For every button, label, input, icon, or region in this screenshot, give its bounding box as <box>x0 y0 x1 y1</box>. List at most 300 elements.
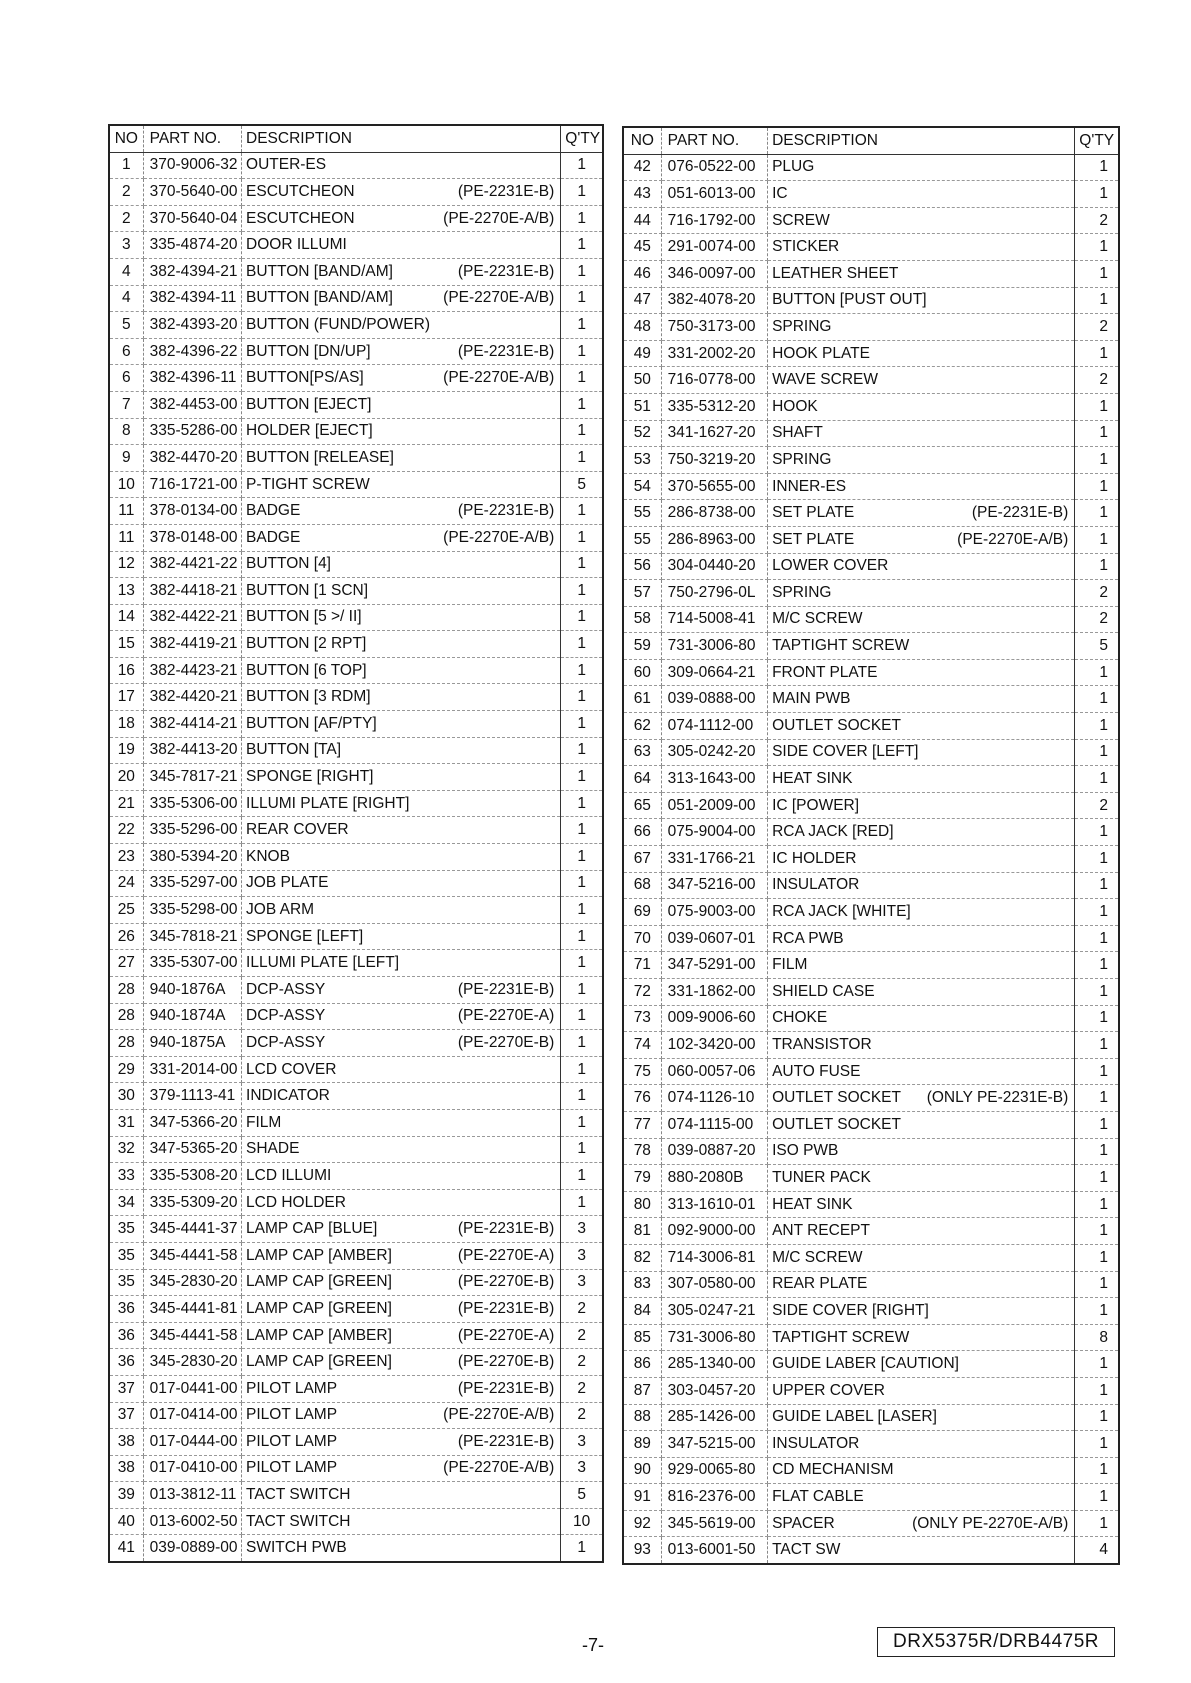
description: SWITCH PWB <box>246 1539 347 1557</box>
description: OUTLET SOCKET <box>772 716 901 734</box>
description: LCD ILLUMI <box>246 1166 332 1184</box>
table-row <box>623 1298 1119 1325</box>
item-no: 36 <box>109 1349 143 1376</box>
quantity: 1 <box>1075 1191 1119 1218</box>
item-no: 20 <box>109 764 143 791</box>
model-note: (PE-2270E-A) <box>457 1007 555 1025</box>
table-row <box>109 1030 603 1057</box>
part-number: 382-4453-00 <box>143 391 241 418</box>
table-row <box>109 1349 603 1376</box>
part-number: 347-5215-00 <box>661 1431 767 1458</box>
description: INSULATOR <box>772 876 860 894</box>
model-note <box>1068 371 1070 389</box>
description-cell <box>768 1510 1075 1537</box>
table-row <box>623 925 1119 952</box>
item-no: 84 <box>623 1298 661 1325</box>
table-row <box>109 1322 603 1349</box>
quantity: 1 <box>561 1163 603 1190</box>
table-row <box>623 792 1119 819</box>
model-note <box>1068 1169 1070 1187</box>
part-number: 382-4421-22 <box>143 551 241 578</box>
description-cell <box>768 207 1075 234</box>
part-number: 345-4441-58 <box>143 1322 241 1349</box>
description-cell <box>768 1431 1075 1458</box>
part-number: 039-0888-00 <box>661 686 767 713</box>
model-note <box>554 901 556 919</box>
quantity: 1 <box>561 657 603 684</box>
item-no: 60 <box>623 659 661 686</box>
model-note <box>554 848 556 866</box>
part-number: 286-8738-00 <box>661 500 767 527</box>
description-cell <box>768 846 1075 873</box>
model-note <box>1068 1302 1070 1320</box>
description-cell <box>768 952 1075 979</box>
model-note <box>1068 1408 1070 1426</box>
table-row <box>623 1510 1119 1537</box>
table-row <box>623 1244 1119 1271</box>
part-number: 378-0148-00 <box>143 524 241 551</box>
model-note <box>554 1061 556 1079</box>
model-note <box>1068 1435 1070 1453</box>
item-no: 2 <box>109 205 143 232</box>
part-number: 370-9006-32 <box>143 152 241 179</box>
quantity: 2 <box>561 1349 603 1376</box>
model-note <box>1068 1355 1070 1373</box>
model-note: (PE-2270E-A/B) <box>957 530 1069 548</box>
table-row <box>623 207 1119 234</box>
model-note <box>554 1167 556 1185</box>
model-note: (PE-2231E-B) <box>457 1299 555 1317</box>
table-row <box>109 391 603 418</box>
part-number: 382-4418-21 <box>143 578 241 605</box>
item-no: 39 <box>109 1482 143 1509</box>
quantity: 1 <box>561 1109 603 1136</box>
item-no: 91 <box>623 1484 661 1511</box>
description-cell <box>768 580 1075 607</box>
part-number: 013-3812-11 <box>143 1482 241 1509</box>
model-note <box>1068 1142 1070 1160</box>
part-number: 716-1792-00 <box>661 207 767 234</box>
table-row <box>109 631 603 658</box>
quantity: 8 <box>1075 1324 1119 1351</box>
item-no: 48 <box>623 314 661 341</box>
description-cell <box>242 205 561 232</box>
description: M/C SCREW <box>772 610 863 628</box>
description-cell <box>768 260 1075 287</box>
item-no: 51 <box>623 393 661 420</box>
description-cell <box>242 1242 561 1269</box>
description: INDICATOR <box>246 1087 330 1105</box>
quantity: 1 <box>1075 846 1119 873</box>
description-cell <box>242 950 561 977</box>
description-cell <box>768 1324 1075 1351</box>
part-number: 309-0664-21 <box>661 659 767 686</box>
description-cell <box>768 606 1075 633</box>
description: FRONT PLATE <box>772 663 878 681</box>
table-row <box>109 1216 603 1243</box>
part-number: 382-4413-20 <box>143 737 241 764</box>
part-number: 345-5619-00 <box>661 1510 767 1537</box>
model-note <box>1068 797 1070 815</box>
description: IC <box>772 184 788 202</box>
quantity: 1 <box>1075 1298 1119 1325</box>
model-note <box>1068 823 1070 841</box>
description-cell <box>242 524 561 551</box>
model-note: (PE-2231E-B) <box>457 262 555 280</box>
description-cell <box>768 872 1075 899</box>
quantity: 1 <box>1075 447 1119 474</box>
model-note <box>1068 451 1070 469</box>
model-note <box>1068 983 1070 1001</box>
table-row <box>109 950 603 977</box>
table-row <box>623 1484 1119 1511</box>
description: GUIDE LABER [CAUTION] <box>772 1355 959 1373</box>
quantity: 1 <box>561 711 603 738</box>
part-number: 370-5640-00 <box>143 179 241 206</box>
table-row <box>109 338 603 365</box>
model-number-box: DRX5375R/DRB4475R <box>877 1627 1115 1657</box>
model-note: (PE-2270E-B) <box>457 1033 555 1051</box>
item-no: 61 <box>623 686 661 713</box>
item-no: 87 <box>623 1377 661 1404</box>
item-no: 7 <box>109 391 143 418</box>
description-cell <box>768 287 1075 314</box>
model-note <box>1068 291 1070 309</box>
description-cell <box>242 285 561 312</box>
description-cell <box>242 1216 561 1243</box>
part-number: 750-3219-20 <box>661 447 767 474</box>
description: FLAT CABLE <box>772 1488 864 1506</box>
description-cell <box>242 684 561 711</box>
table-row <box>109 711 603 738</box>
part-number: 929-0065-80 <box>661 1457 767 1484</box>
part-number: 335-5309-20 <box>143 1189 241 1216</box>
quantity: 1 <box>1075 979 1119 1006</box>
part-number: 331-2014-00 <box>143 1056 241 1083</box>
quantity: 1 <box>1075 234 1119 261</box>
table-row <box>109 1109 603 1136</box>
part-number: 335-5298-00 <box>143 897 241 924</box>
part-number: 075-9004-00 <box>661 819 767 846</box>
description: AUTO FUSE <box>772 1062 861 1080</box>
part-number: 017-0441-00 <box>143 1375 241 1402</box>
part-number: 009-9006-60 <box>661 1005 767 1032</box>
quantity: 2 <box>1075 314 1119 341</box>
description: BUTTON [2 RPT] <box>246 635 367 653</box>
quantity: 1 <box>1075 872 1119 899</box>
quantity: 2 <box>1075 580 1119 607</box>
table-row <box>623 181 1119 208</box>
quantity: 2 <box>1075 606 1119 633</box>
table-row <box>109 312 603 339</box>
item-no: 77 <box>623 1111 661 1138</box>
table-header-row <box>109 125 603 152</box>
description: KNOB <box>246 847 290 865</box>
quantity: 1 <box>561 923 603 950</box>
part-number: 017-0414-00 <box>143 1402 241 1429</box>
description: BUTTON [AF/PTY] <box>246 714 377 732</box>
quantity: 1 <box>561 365 603 392</box>
description: MAIN PWB <box>772 690 851 708</box>
quantity: 1 <box>1075 181 1119 208</box>
quantity: 1 <box>561 578 603 605</box>
part-number: 382-4414-21 <box>143 711 241 738</box>
model-note: (PE-2270E-A/B) <box>443 1459 555 1477</box>
item-no: 78 <box>623 1138 661 1165</box>
model-note <box>554 662 556 680</box>
model-note <box>1068 1329 1070 1347</box>
model-note <box>554 582 556 600</box>
description-cell <box>768 1537 1075 1564</box>
model-note <box>1068 876 1070 894</box>
description-cell <box>242 764 561 791</box>
description-cell <box>768 1191 1075 1218</box>
item-no: 54 <box>623 473 661 500</box>
table-row <box>109 1508 603 1535</box>
item-no: 72 <box>623 979 661 1006</box>
description-cell <box>768 1404 1075 1431</box>
part-number: 380-5394-20 <box>143 844 241 871</box>
part-number: 335-5308-20 <box>143 1163 241 1190</box>
table-row <box>109 1269 603 1296</box>
description: PILOT LAMP <box>246 1379 338 1397</box>
item-no: 30 <box>109 1083 143 1110</box>
description: STICKER <box>772 238 840 256</box>
description-cell <box>242 844 561 871</box>
item-no: 74 <box>623 1032 661 1059</box>
table-row <box>623 393 1119 420</box>
item-no: 28 <box>109 1003 143 1030</box>
header-part-no: PART NO. <box>143 125 241 152</box>
table-row <box>109 1375 603 1402</box>
item-no: 85 <box>623 1324 661 1351</box>
description: SPONGE [LEFT] <box>246 927 364 945</box>
description-cell <box>768 1058 1075 1085</box>
description-cell <box>768 526 1075 553</box>
description: BUTTON [1 SCN] <box>246 581 369 599</box>
description: SPONGE [RIGHT] <box>246 768 374 786</box>
model-note: (PE-2231E-B) <box>457 342 555 360</box>
item-no: 18 <box>109 711 143 738</box>
model-note: (PE-2231E-B) <box>457 182 555 200</box>
table-header-row <box>623 127 1119 154</box>
table-row <box>623 979 1119 1006</box>
item-no: 66 <box>623 819 661 846</box>
description: SIDE COVER [LEFT] <box>772 743 919 761</box>
item-no: 22 <box>109 817 143 844</box>
description: HEAT SINK <box>772 770 853 788</box>
quantity: 2 <box>561 1322 603 1349</box>
quantity: 1 <box>561 1189 603 1216</box>
quantity: 1 <box>561 232 603 259</box>
item-no: 63 <box>623 739 661 766</box>
quantity: 1 <box>1075 1058 1119 1085</box>
description-cell <box>768 154 1075 181</box>
model-note <box>1068 1063 1070 1081</box>
description: LCD HOLDER <box>246 1193 346 1211</box>
description: PILOT LAMP <box>246 1459 338 1477</box>
quantity: 1 <box>561 418 603 445</box>
model-note <box>1068 1382 1070 1400</box>
description: DCP-ASSY <box>246 1033 326 1051</box>
description-cell <box>768 1111 1075 1138</box>
quantity: 1 <box>1075 1005 1119 1032</box>
item-no: 17 <box>109 684 143 711</box>
item-no: 70 <box>623 925 661 952</box>
description-cell <box>768 1457 1075 1484</box>
part-number: 335-5297-00 <box>143 870 241 897</box>
model-note <box>554 396 556 414</box>
item-no: 64 <box>623 766 661 793</box>
part-number: 060-0057-06 <box>661 1058 767 1085</box>
quantity: 1 <box>1075 659 1119 686</box>
table-row <box>623 553 1119 580</box>
description-cell <box>242 471 561 498</box>
description-cell <box>242 578 561 605</box>
item-no: 42 <box>623 154 661 181</box>
table-row <box>623 713 1119 740</box>
quantity: 1 <box>1075 1111 1119 1138</box>
model-note <box>1068 1116 1070 1134</box>
item-no: 86 <box>623 1351 661 1378</box>
description: PILOT LAMP <box>246 1406 338 1424</box>
description-cell <box>242 1402 561 1429</box>
item-no: 65 <box>623 792 661 819</box>
description-cell <box>242 1535 561 1562</box>
quantity: 10 <box>561 1508 603 1535</box>
part-number: 039-0607-01 <box>661 925 767 952</box>
item-no: 83 <box>623 1271 661 1298</box>
table-row <box>623 420 1119 447</box>
item-no: 40 <box>109 1508 143 1535</box>
table-row <box>109 471 603 498</box>
table-row <box>109 285 603 312</box>
item-no: 68 <box>623 872 661 899</box>
item-no: 52 <box>623 420 661 447</box>
table-row <box>109 179 603 206</box>
description: SHAFT <box>772 424 823 442</box>
table-row <box>623 580 1119 607</box>
item-no: 37 <box>109 1402 143 1429</box>
model-note <box>554 928 556 946</box>
item-no: 21 <box>109 790 143 817</box>
description-cell <box>242 1083 561 1110</box>
table-row <box>109 524 603 551</box>
part-number: 378-0134-00 <box>143 498 241 525</box>
quantity: 1 <box>561 551 603 578</box>
item-no: 1 <box>109 152 143 179</box>
model-note <box>1068 158 1070 176</box>
quantity: 1 <box>1075 1218 1119 1245</box>
table-row <box>109 1535 603 1562</box>
description: OUTER-ES <box>246 156 327 174</box>
part-number: 335-5312-20 <box>661 393 767 420</box>
model-note <box>554 715 556 733</box>
quantity: 1 <box>1075 766 1119 793</box>
description-cell <box>242 1482 561 1509</box>
model-note <box>1068 1541 1070 1559</box>
description: BUTTON [RELEASE] <box>246 448 394 466</box>
item-no: 89 <box>623 1431 661 1458</box>
description-cell <box>768 819 1075 846</box>
description: SIDE COVER [RIGHT] <box>772 1301 929 1319</box>
item-no: 14 <box>109 604 143 631</box>
quantity: 1 <box>561 445 603 472</box>
description-cell <box>768 1005 1075 1032</box>
quantity: 1 <box>1075 1085 1119 1112</box>
table-row <box>109 1003 603 1030</box>
model-note <box>1068 930 1070 948</box>
quantity: 1 <box>561 338 603 365</box>
table-row <box>623 1377 1119 1404</box>
model-note <box>554 874 556 892</box>
item-no: 37 <box>109 1375 143 1402</box>
description-cell <box>242 1322 561 1349</box>
quantity: 1 <box>561 631 603 658</box>
description: BUTTON (FUND/POWER) <box>246 315 430 333</box>
table-row <box>623 766 1119 793</box>
item-no: 9 <box>109 445 143 472</box>
description-cell <box>768 1377 1075 1404</box>
description-cell <box>768 340 1075 367</box>
description-cell <box>768 979 1075 1006</box>
description-cell <box>768 766 1075 793</box>
model-note: (ONLY PE-2231E-B) <box>926 1089 1069 1107</box>
quantity: 1 <box>1075 393 1119 420</box>
part-number: 716-0778-00 <box>661 367 767 394</box>
description: TRANSISTOR <box>772 1035 872 1053</box>
item-no: 62 <box>623 713 661 740</box>
quantity: 1 <box>561 817 603 844</box>
description: RCA JACK [RED] <box>772 823 894 841</box>
quantity: 2 <box>1075 792 1119 819</box>
table-row <box>623 819 1119 846</box>
description-cell <box>242 817 561 844</box>
description: BUTTON [BAND/AM] <box>246 262 393 280</box>
description-cell <box>242 1269 561 1296</box>
part-number: 382-4422-21 <box>143 604 241 631</box>
model-note <box>1068 478 1070 496</box>
item-no: 35 <box>109 1216 143 1243</box>
header-qty: Q'TY <box>561 125 603 152</box>
description: IC HOLDER <box>772 849 857 867</box>
part-number: 313-1643-00 <box>661 766 767 793</box>
description-cell <box>768 393 1075 420</box>
part-number: 382-4396-11 <box>143 365 241 392</box>
description: BUTTON [DN/UP] <box>246 342 371 360</box>
model-note <box>1068 557 1070 575</box>
description: LAMP CAP [AMBER] <box>246 1246 392 1264</box>
description-cell <box>242 1349 561 1376</box>
table-row <box>109 152 603 179</box>
item-no: 75 <box>623 1058 661 1085</box>
table-row <box>623 1457 1119 1484</box>
quantity: 3 <box>561 1429 603 1456</box>
table-row <box>623 1111 1119 1138</box>
table-row <box>109 1163 603 1190</box>
part-number: 039-0887-20 <box>661 1138 767 1165</box>
description-cell <box>768 713 1075 740</box>
table-row <box>109 764 603 791</box>
item-no: 57 <box>623 580 661 607</box>
description-cell <box>242 258 561 285</box>
description-cell <box>242 657 561 684</box>
item-no: 45 <box>623 234 661 261</box>
quantity: 1 <box>1075 500 1119 527</box>
description-cell <box>242 737 561 764</box>
part-number: 039-0889-00 <box>143 1535 241 1562</box>
part-number: 750-2796-0L <box>661 580 767 607</box>
